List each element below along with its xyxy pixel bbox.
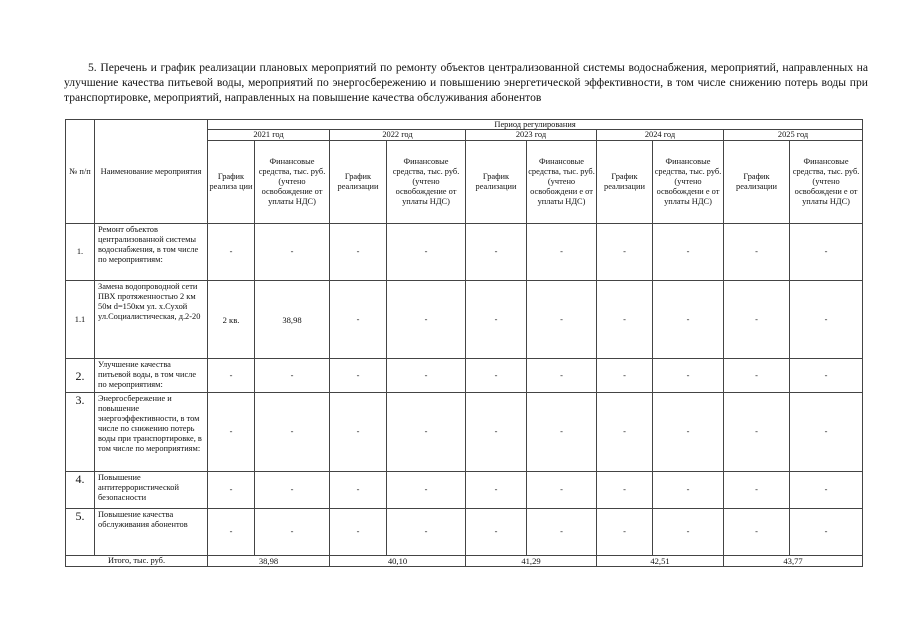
row-number: 1.1 <box>66 281 95 359</box>
table-row <box>66 224 863 281</box>
header-schedule: График реализации <box>597 141 653 224</box>
header-year: 2021 год <box>208 130 330 141</box>
row-number: 2. <box>66 359 95 393</box>
cell: - <box>653 281 724 359</box>
cell: - <box>387 224 466 281</box>
cell: - <box>387 393 466 472</box>
cell: - <box>724 472 790 509</box>
table-row <box>66 509 863 556</box>
cell: - <box>790 359 863 393</box>
cell: - <box>653 359 724 393</box>
header-period: Период регулирования <box>208 120 863 130</box>
cell: - <box>653 393 724 472</box>
cell: - <box>330 509 387 556</box>
cell: - <box>790 509 863 556</box>
header-name: Наименование мероприятия <box>95 120 208 224</box>
cell: - <box>466 509 527 556</box>
cell: - <box>255 393 330 472</box>
cell: - <box>208 393 255 472</box>
cell: - <box>208 472 255 509</box>
cell: - <box>466 472 527 509</box>
header-schedule: График реализа ции <box>208 141 255 224</box>
header-finance: Финансовые средства, тыс. руб. (учтено освобождение от уплаты НДС) <box>255 141 330 224</box>
cell: - <box>255 359 330 393</box>
total-label: Итого, тыс. руб. <box>66 556 208 567</box>
cell: - <box>597 281 653 359</box>
cell: - <box>790 393 863 472</box>
header-finance: Финансовые средства, тыс. руб. (учтено освобождение от уплаты НДС) <box>387 141 466 224</box>
cell: - <box>255 224 330 281</box>
cell: - <box>466 393 527 472</box>
cell: - <box>597 393 653 472</box>
cell: - <box>330 393 387 472</box>
cell: - <box>724 281 790 359</box>
cell: - <box>208 359 255 393</box>
section-heading: 5. Перечень и график реализации плановых мероприятий по ремонту объектов централизованной системы водоснабжения, мероприятий, направленных на улучшение качества питьевой воды, мероприятий по энергосбережению и повышению энергетической эффективности, в том числе снижению потерь воды при транспортировке, мероприятий, направленных на повышение качества обслуживания абонентов <box>64 61 868 105</box>
total-value: 43,77 <box>724 556 863 567</box>
total-value: 40,10 <box>330 556 466 567</box>
header-year: 2022 год <box>330 130 466 141</box>
row-name: Замена водопроводной сети ПВХ протяженностью 2 км 50м d=150км ул. х.Сухой ул.Социалистическая, д.2-20 <box>95 281 208 359</box>
cell: - <box>527 472 597 509</box>
cell: - <box>597 224 653 281</box>
cell: - <box>527 393 597 472</box>
header-year: 2025 год <box>724 130 863 141</box>
cell: 38,98 <box>255 281 330 359</box>
measures-table <box>65 119 863 567</box>
row-name: Энергосбережение и повышение энергоэффективности, в том числе по снижению потерь воды при транспортировке, в том числе по мероприятиям: <box>95 393 208 472</box>
table-row <box>66 472 863 509</box>
cell: - <box>527 509 597 556</box>
cell: - <box>466 224 527 281</box>
cell: - <box>790 281 863 359</box>
row-number: 3. <box>66 393 95 472</box>
cell: - <box>330 472 387 509</box>
cell: 2 кв. <box>208 281 255 359</box>
cell: - <box>208 224 255 281</box>
table-row <box>66 359 863 393</box>
cell: - <box>387 281 466 359</box>
cell: - <box>597 359 653 393</box>
cell: - <box>387 472 466 509</box>
header-num: № п/п <box>66 120 95 224</box>
row-number: 5. <box>66 509 95 556</box>
cell: - <box>527 281 597 359</box>
cell: - <box>330 224 387 281</box>
cell: - <box>724 509 790 556</box>
row-name: Ремонт объектов централизованной системы водоснабжения, в том числе по мероприятиям: <box>95 224 208 281</box>
total-row <box>66 556 863 567</box>
cell: - <box>724 359 790 393</box>
cell: - <box>387 359 466 393</box>
total-value: 41,29 <box>466 556 597 567</box>
header-schedule: График реализации <box>330 141 387 224</box>
cell: - <box>466 281 527 359</box>
header-year: 2024 год <box>597 130 724 141</box>
cell: - <box>597 472 653 509</box>
cell: - <box>724 224 790 281</box>
cell: - <box>466 359 527 393</box>
cell: - <box>330 359 387 393</box>
row-name: Повышение антитеррористической безопасности <box>95 472 208 509</box>
row-name: Улучшение качества питьевой воды, в том числе по мероприятиям: <box>95 359 208 393</box>
cell: - <box>790 472 863 509</box>
header-finance: Финансовые средства, тыс. руб. (учтено освобождени е от уплаты НДС) <box>527 141 597 224</box>
cell: - <box>330 281 387 359</box>
row-name: Повышение качества обслуживания абонентов <box>95 509 208 556</box>
header-row-period <box>66 120 863 130</box>
cell: - <box>387 509 466 556</box>
cell: - <box>724 393 790 472</box>
cell: - <box>653 509 724 556</box>
header-schedule: График реализации <box>466 141 527 224</box>
header-schedule: График реализации <box>724 141 790 224</box>
cell: - <box>653 472 724 509</box>
row-number: 1. <box>66 224 95 281</box>
header-year: 2023 год <box>466 130 597 141</box>
table-row <box>66 281 863 359</box>
cell: - <box>597 509 653 556</box>
total-value: 42,51 <box>597 556 724 567</box>
header-finance: Финансовые средства, тыс. руб. (учтено освобождени е от уплаты НДС) <box>653 141 724 224</box>
row-number: 4. <box>66 472 95 509</box>
table-row <box>66 393 863 472</box>
cell: - <box>255 472 330 509</box>
cell: - <box>653 224 724 281</box>
cell: - <box>790 224 863 281</box>
header-finance: Финансовые средства, тыс. руб. (учтено освобождени е от уплаты НДС) <box>790 141 863 224</box>
total-value: 38,98 <box>208 556 330 567</box>
cell: - <box>527 359 597 393</box>
cell: - <box>527 224 597 281</box>
cell: - <box>255 509 330 556</box>
cell: - <box>208 509 255 556</box>
